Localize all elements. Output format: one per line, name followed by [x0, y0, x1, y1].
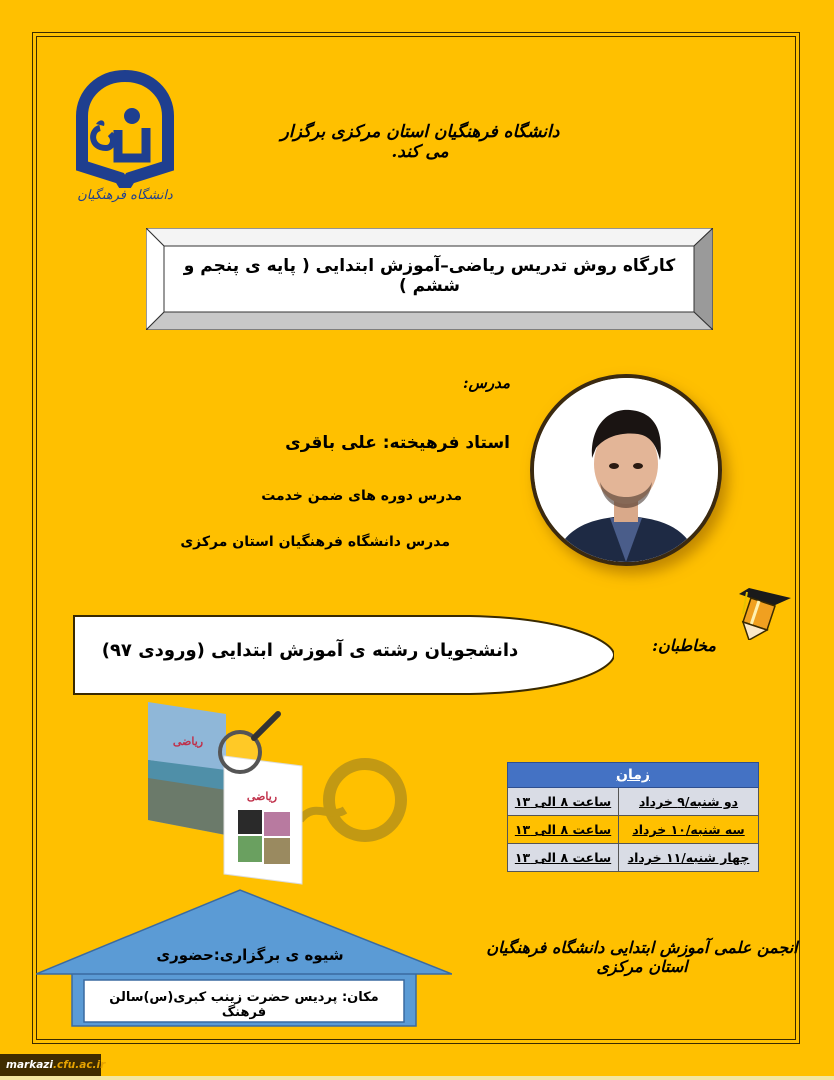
- schedule-time: ساعت ۸ الی ۱۳: [508, 816, 619, 844]
- workshop-title: کارگاه روش تدریس ریاضی–آموزش ابتدایی ( پایه ی پنجم و ششم ): [183, 256, 676, 296]
- svg-text:ریاضی: ریاضی: [172, 735, 204, 748]
- lecturer-photo: [522, 366, 734, 578]
- association-signature: انجمن علمی آموزش ابتدایی دانشگاه فرهنگیان استان مرکزی: [486, 938, 798, 976]
- table-row: [508, 844, 759, 872]
- schedule-time: ساعت ۸ الی ۱۳: [508, 788, 619, 816]
- table-row: [508, 788, 759, 816]
- organizer-announcement: دانشگاه فرهنگیان استان مرکزی برگزار می کند.: [280, 122, 560, 162]
- watermark-domain: markazi: [6, 1059, 53, 1071]
- venue-place: مکان: پردیس حضرت زینب کبری(س)سالن فرهنگ: [109, 990, 379, 1020]
- venue-mode: شیوه ی برگزاری:حضوری: [156, 946, 344, 964]
- logo-caption: دانشگاه فرهنگیان: [77, 188, 173, 203]
- table-row: [508, 816, 759, 844]
- lecturer-role-university: مدرس دانشگاه فرهنگیان استان مرکزی: [180, 534, 450, 550]
- graduation-pencil-icon: [735, 580, 795, 640]
- audience-banner: [70, 612, 614, 698]
- university-logo: [60, 68, 190, 218]
- website-watermark: [0, 1054, 106, 1076]
- workshop-title-box: [146, 228, 713, 330]
- lecturer-role-inservice: مدرس دوره های ضمن خدمت: [261, 488, 462, 504]
- schedule-time: ساعت ۸ الی ۱۳: [508, 844, 619, 872]
- schedule-table: [507, 762, 759, 872]
- svg-text:ریاضی: ریاضی: [246, 790, 278, 803]
- lecturer-name: استاد فرهیخته: علی باقری: [285, 433, 510, 453]
- bottom-strip: [0, 1076, 834, 1080]
- lecturer-label: مدرس:: [463, 374, 510, 392]
- watermark-suffix: .cfu.ac.ir: [52, 1059, 106, 1071]
- audience-text: دانشجویان رشته ی آموزش ابتدایی (ورودی ۹۷): [101, 640, 519, 661]
- schedule-day: چهار شنبه/۱۱ خرداد: [619, 844, 759, 872]
- audience-label: مخاطبان:: [652, 636, 716, 655]
- math-textbooks-magnifier-icon: [140, 700, 410, 890]
- schedule-header: زمان: [508, 763, 759, 788]
- farhangian-university-logo-icon: [60, 68, 190, 188]
- lecturer-portrait-icon: [534, 378, 718, 562]
- schedule-day: دو شنبه/۹ خرداد: [619, 788, 759, 816]
- schedule-day: سه شنبه/۱۰ خرداد: [619, 816, 759, 844]
